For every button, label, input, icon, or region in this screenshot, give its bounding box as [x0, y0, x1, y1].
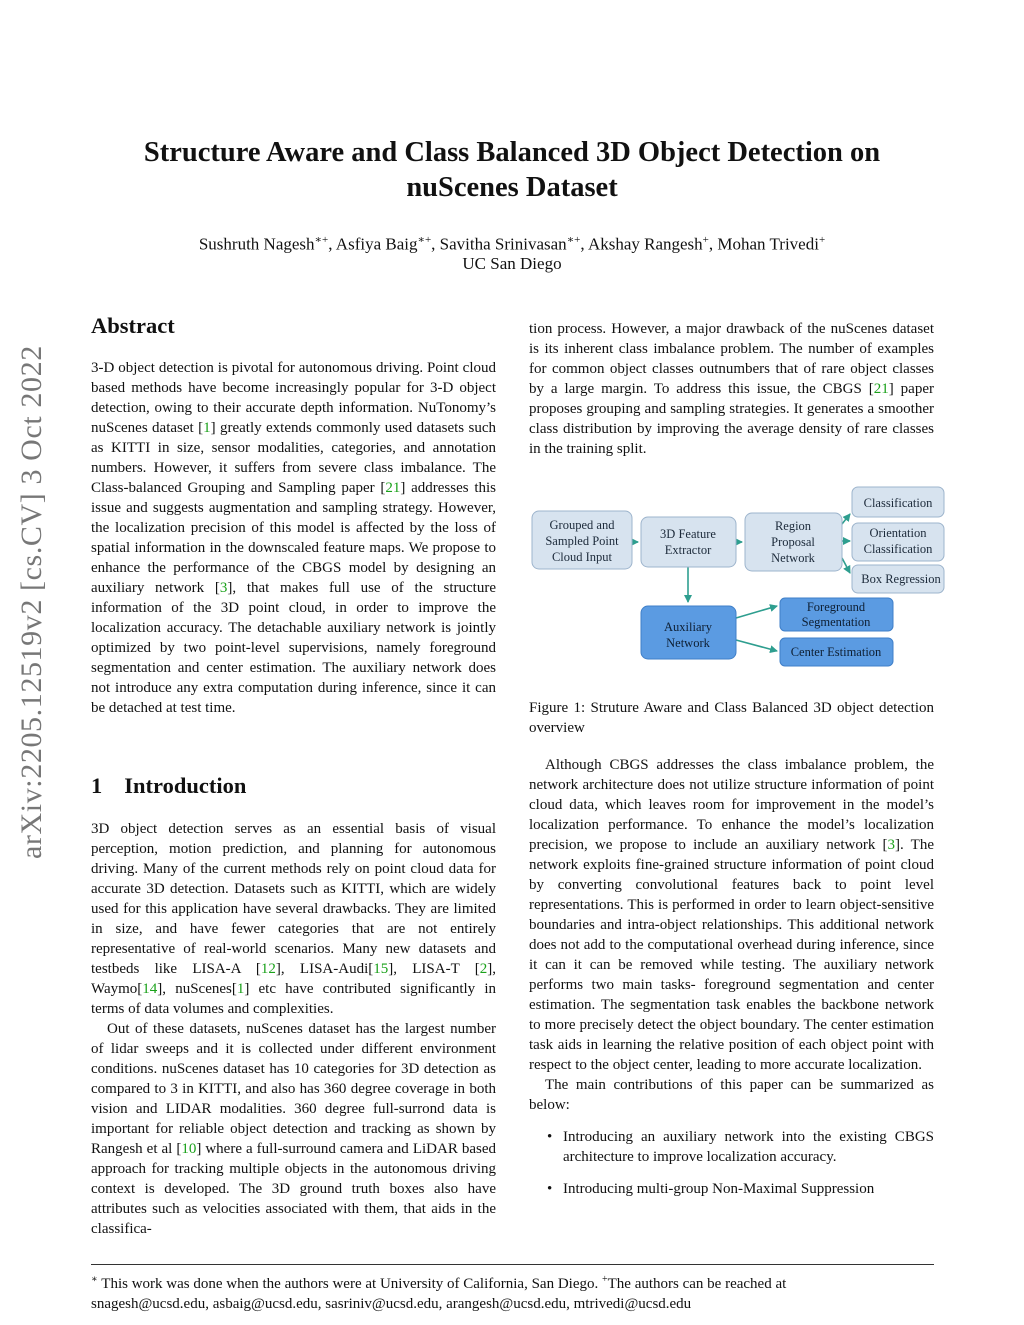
citation-link[interactable]: 21: [873, 381, 889, 397]
intro-paragraph: [91, 819, 496, 1019]
author-mark: ∗+: [417, 234, 432, 246]
section-number: 1: [91, 773, 103, 798]
label-center: Center Estimation: [790, 645, 882, 659]
body-text: ] paper proposes grouping and sampling strategies. It generates a smoother class distribution by improving the average density of rare classes in the training split.: [529, 381, 934, 457]
intro-text: ], LISA-T [: [388, 961, 480, 977]
footnote-rule: [91, 1264, 934, 1265]
label-feature-extractor: Extractor: [664, 543, 712, 557]
body-text: ]. The network exploits fine-grained structure information of point cloud by converting convolutional features back to point level representations. This is performed in order to learn object-sensitive boundaries and intra-object relationships. This additional network does not add to the computational overhead during inference, since it can it can be removed while testing. The auxiliary network performs two main tasks- foreground segmentation and center estimation. The segmentation task enables the backbone network to more precisely detect the object boundary. The center estimation task aids in learning the relative position of each object point with respect to the object center, leading to more accurate localization.: [529, 837, 934, 1073]
title-line-1: Structure Aware and Class Balanced 3D Object Detection on: [143, 137, 881, 168]
right-column-body: [529, 755, 934, 1199]
citation-link[interactable]: 14: [142, 981, 158, 997]
abstract-text: ] addresses this issue and suggests augmentation and sampling strategy. However, the localization precision of this model is affected by the loss of spatial information in the downscaled feature maps. We propose to enhance the performance of the CBGS model by designing an auxiliary network [: [91, 480, 496, 596]
intro-text: ], LISA-Audi[: [275, 961, 374, 977]
arrow-rpn-to-classification: [842, 514, 850, 524]
label-rpn: Network: [771, 551, 815, 565]
intro-text: ], nuScenes[: [157, 981, 237, 997]
introduction-body: [91, 819, 496, 1239]
right-column-top: [529, 319, 934, 459]
label-rpn: Proposal: [771, 535, 815, 549]
list-item-text: Introducing an auxiliary network into the existing CBGS architecture to improve localization accuracy.: [563, 1129, 934, 1165]
author-mark: +: [702, 234, 709, 246]
figure-1-caption: Figure 1: Struture Aware and Class Balanced 3D object detection overview: [529, 700, 934, 736]
arxiv-stamp: arXiv:2205.12519v2 [cs.CV] 3 Oct 2022: [15, 345, 48, 859]
paper-title: [110, 135, 914, 205]
abstract-body: [91, 358, 496, 718]
label-box-regression: Box Regression: [861, 572, 941, 586]
label-orientation: Orientation: [869, 526, 927, 540]
label-auxiliary: Auxiliary: [664, 620, 712, 634]
citation-link[interactable]: 3: [887, 837, 896, 853]
list-item-text: Introducing multi-group Non-Maximal Suppression: [563, 1181, 875, 1197]
label-input: Cloud Input: [551, 550, 613, 564]
author-mark: ∗+: [314, 234, 329, 246]
citation-link[interactable]: 3: [219, 580, 228, 596]
section-title: Introduction: [124, 773, 247, 798]
intro-paragraph: [91, 1019, 496, 1239]
author-list: Sushruth Nagesh∗+, Asfiya Baig∗+, Savitha Srinivasan∗+, Akshay Rangesh+, Mohan Trivedi+: [198, 234, 826, 254]
body-paragraph: [529, 755, 934, 1075]
section-heading-introduction: [91, 773, 246, 799]
citation-link[interactable]: 1: [236, 981, 245, 997]
list-item: [529, 1127, 934, 1167]
arrow-aux-to-center: [736, 640, 777, 651]
label-foreground: Foreground: [806, 600, 866, 614]
body-text: Although CBGS addresses the class imbalance problem, the network architecture does not utilize structure information of point cloud data, which leaves room for improvement in the model’s localization performance. To enhance the model’s localization precision, we propose to include an auxiliary network [: [529, 757, 934, 853]
box-feature-extractor: [641, 517, 736, 567]
abstract-text: ] greatly extends commonly used datasets such as KITTI in size, sensor modalities, categories, and annotation numbers. However, it suffers from severe class imbalance. The Class-balanced Grouping and Sampling paper [: [91, 420, 496, 496]
label-input: Sampled Point: [545, 534, 619, 548]
bullet-icon: •: [547, 1181, 553, 1197]
label-foreground: Segmentation: [801, 615, 871, 629]
abstract-heading: Abstract: [91, 313, 175, 338]
citation-link[interactable]: 1: [203, 420, 211, 436]
figure-1-diagram: [520, 478, 960, 668]
footnote-text: The authors can be reached at: [607, 1276, 787, 1292]
author-name: Sushruth Nagesh: [198, 234, 315, 254]
label-classification: Classification: [863, 496, 933, 510]
arrow-aux-to-foreground: [736, 606, 777, 618]
contribution-list: [529, 1127, 934, 1199]
citation-link[interactable]: 12: [260, 961, 276, 977]
bullet-icon: •: [547, 1129, 553, 1145]
footnote-emails: snagesh@ucsd.edu, asbaig@ucsd.edu, sasriniv@ucsd.edu, arangesh@ucsd.edu, mtrivedi@ucsd.edu: [91, 1296, 692, 1312]
label-rpn: Region: [774, 519, 812, 533]
author-name: Mohan Trivedi: [717, 234, 819, 254]
footnote-text: This work was done when the authors were at University of California, San Diego.: [97, 1276, 602, 1292]
list-item: [529, 1179, 934, 1199]
body-text: tion process. However, a major drawback of the nuScenes dataset is its inherent class imbalance problem. The number of examples for common object classes outnumbers that of rare object classes by a large margin. To address this issue, the CBGS [: [529, 321, 934, 397]
label-orientation: Classification: [863, 542, 933, 556]
intro-text: ], Waymo[: [91, 961, 496, 997]
footnote-mark: +: [602, 1274, 608, 1285]
arrow-rpn-to-box-regression: [842, 558, 850, 573]
footnote: [91, 1270, 934, 1314]
author-name: Akshay Rangesh: [587, 234, 703, 254]
title-line-2: nuScenes Dataset: [406, 172, 618, 203]
intro-text: ] etc have contributed significantly in terms of data volumes and complexities.: [91, 981, 496, 1017]
label-input: Grouped and: [549, 518, 615, 532]
label-auxiliary: Network: [666, 636, 710, 650]
label-feature-extractor: 3D Feature: [660, 527, 716, 541]
intro-text: ] where a full-surround camera and LiDAR based approach for tracking multiple objects in the autonomous driving context is developed. The 3D ground truth boxes also have attributes such as velocities associated with them, that aids in the classifica-: [91, 1141, 496, 1237]
abstract-text: ], that makes full use of the structure information of the 3D point cloud, in order to improve the localization accuracy. The detachable auxiliary network is jointly optimized by two point-level supervisions, namely foreground segmentation and center estimation. The auxiliary network does not introduce any extra computation during inference, since it can be detached at test time.: [91, 580, 496, 716]
citation-link[interactable]: 10: [181, 1141, 197, 1157]
footnote-mark: ∗: [91, 1274, 98, 1285]
author-mark: ∗+: [566, 234, 581, 246]
affiliation: UC San Diego: [462, 254, 562, 273]
abstract-text: 3-D object detection is pivotal for autonomous driving. Point cloud based methods have become increasingly popular for 3-D object detection, owing to their accurate depth information. NuTonomy’s nuScenes dataset [: [91, 360, 496, 436]
intro-text: Out of these datasets, nuScenes dataset has the largest number of lidar sweeps and it is collected under different environment conditions. nuScenes dataset has 10 categories for 3D detection as compared to 3 in KITTI, and also has 360 degree coverage in both vision and LIDAR modalities. 360 degree full-surrond data is important for reliable object detection and tracking as shown by Rangesh et al [: [91, 1021, 496, 1157]
citation-link[interactable]: 21: [385, 480, 401, 496]
author-mark: +: [818, 234, 826, 246]
author-name: Savitha Srinivasan: [439, 234, 567, 254]
citation-link[interactable]: 15: [373, 961, 389, 977]
body-paragraph: [529, 319, 934, 459]
citation-link[interactable]: 2: [479, 961, 488, 977]
body-paragraph: The main contributions of this paper can be summarized as below:: [529, 1077, 934, 1113]
intro-text: 3D object detection serves as an essential basis of visual perception, motion prediction, and planning for autonomous driving. Many of the current methods rely on point cloud data for accurate 3D detection. Datasets such as KITTI, which are widely used for this application have several drawbacks. They are limited in size, and have fewer categories that are not entirely representative of real-world scenarios. Many new datasets and testbeds like LISA-A [: [91, 821, 496, 977]
author-name: Asfiya Baig: [335, 234, 418, 254]
footnote-line: [91, 1270, 934, 1294]
abstract-paragraph: [91, 358, 496, 718]
